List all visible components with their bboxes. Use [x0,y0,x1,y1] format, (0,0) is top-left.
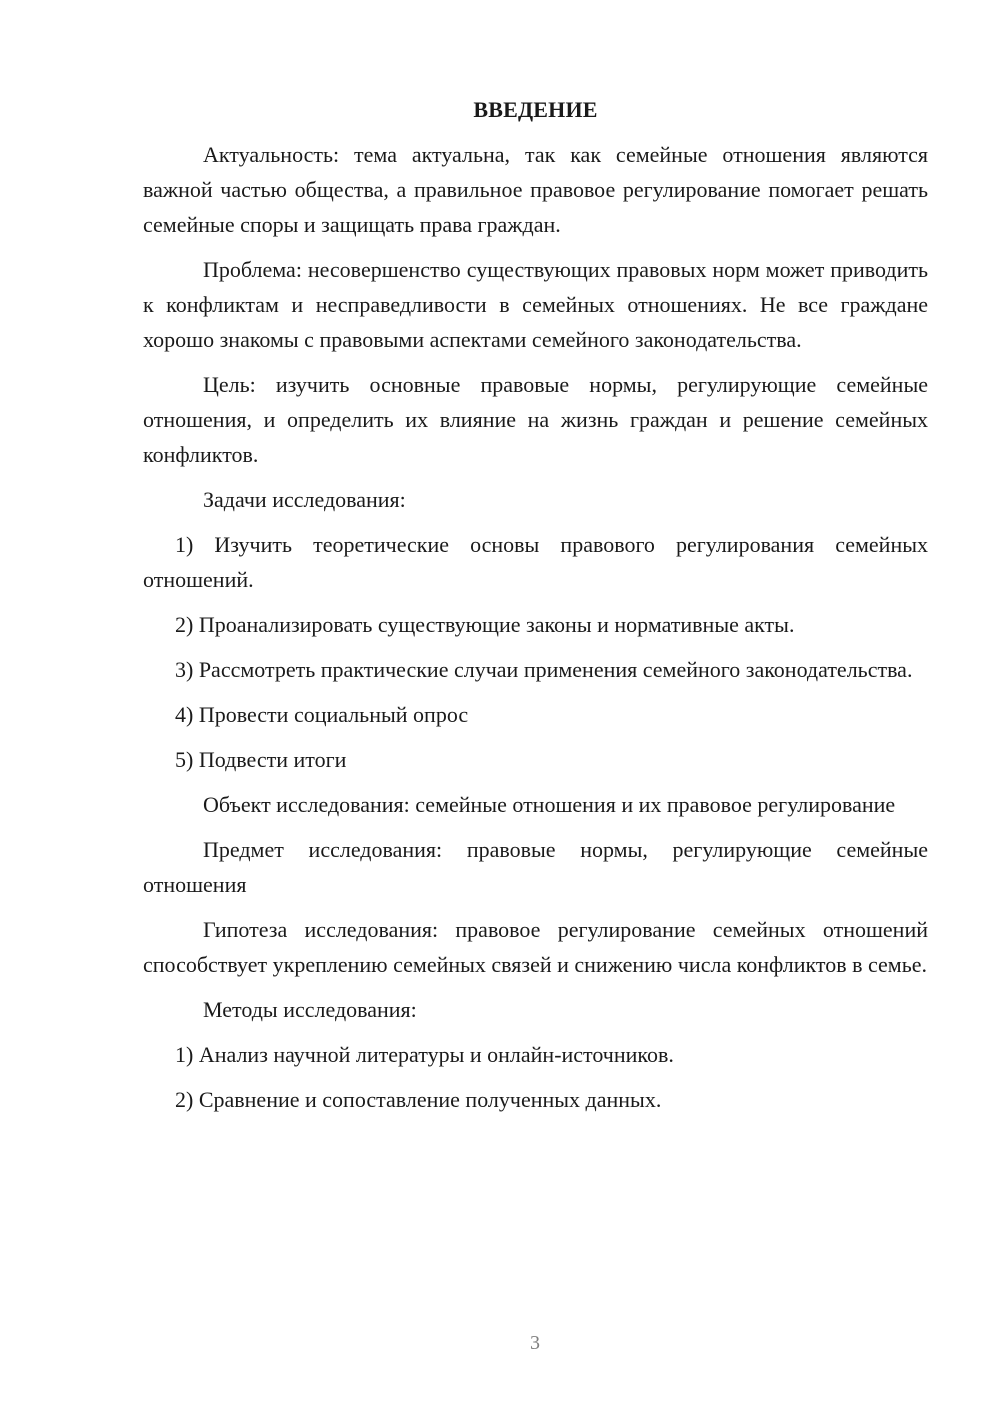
method-item-1: 1) Анализ научной литературы и онлайн-источников. [175,1042,674,1067]
paragraph-subject: Предмет исследования: правовые нормы, регулирующие семейные отношения [143,837,928,897]
paragraph-problem: Проблема: несовершенство существующих правовых норм может приводить к конфликтам и несправедливости в семейных отношениях. Не все граждане хорошо знакомы с правовыми аспектами семейного законодательства. [143,257,928,352]
paragraph-goal: Цель: изучить основные правовые нормы, регулирующие семейные отношения, и определить их влияние на жизнь граждан и решение семейных конфликтов. [143,372,928,467]
paragraph-methods-heading: Методы исследования: [203,997,417,1022]
task-item-1: 1) Изучить теоретические основы правового регулирования семейных отношений. [143,532,928,592]
task-item-3: 3) Рассмотреть практические случаи применения семейного законодательства. [175,657,913,682]
task-item-4: 4) Провести социальный опрос [175,702,469,727]
page-number: 3 [530,1332,540,1354]
paragraph-object: Объект исследования: семейные отношения и их правовое регулирование [203,792,896,817]
page-content [143,92,928,1127]
paragraph-hypothesis: Гипотеза исследования: правовое регулирование семейных отношений способствует укреплению семейных связей и снижению числа конфликтов в семье. [143,917,928,977]
section-title: ВВЕДЕНИЕ [473,97,598,122]
task-item-5: 5) Подвести итоги [175,747,347,772]
method-item-2: 2) Сравнение и сопоставление полученных данных. [175,1087,662,1112]
paragraph-tasks-heading: Задачи исследования: [203,487,406,512]
task-item-2: 2) Проанализировать существующие законы и нормативные акты. [175,612,795,637]
paragraph-relevance: Актуальность: тема актуальна, так как семейные отношения являются важной частью общества, а правильное правовое регулирование помогает решать семейные споры и защищать права граждан. [143,142,928,237]
